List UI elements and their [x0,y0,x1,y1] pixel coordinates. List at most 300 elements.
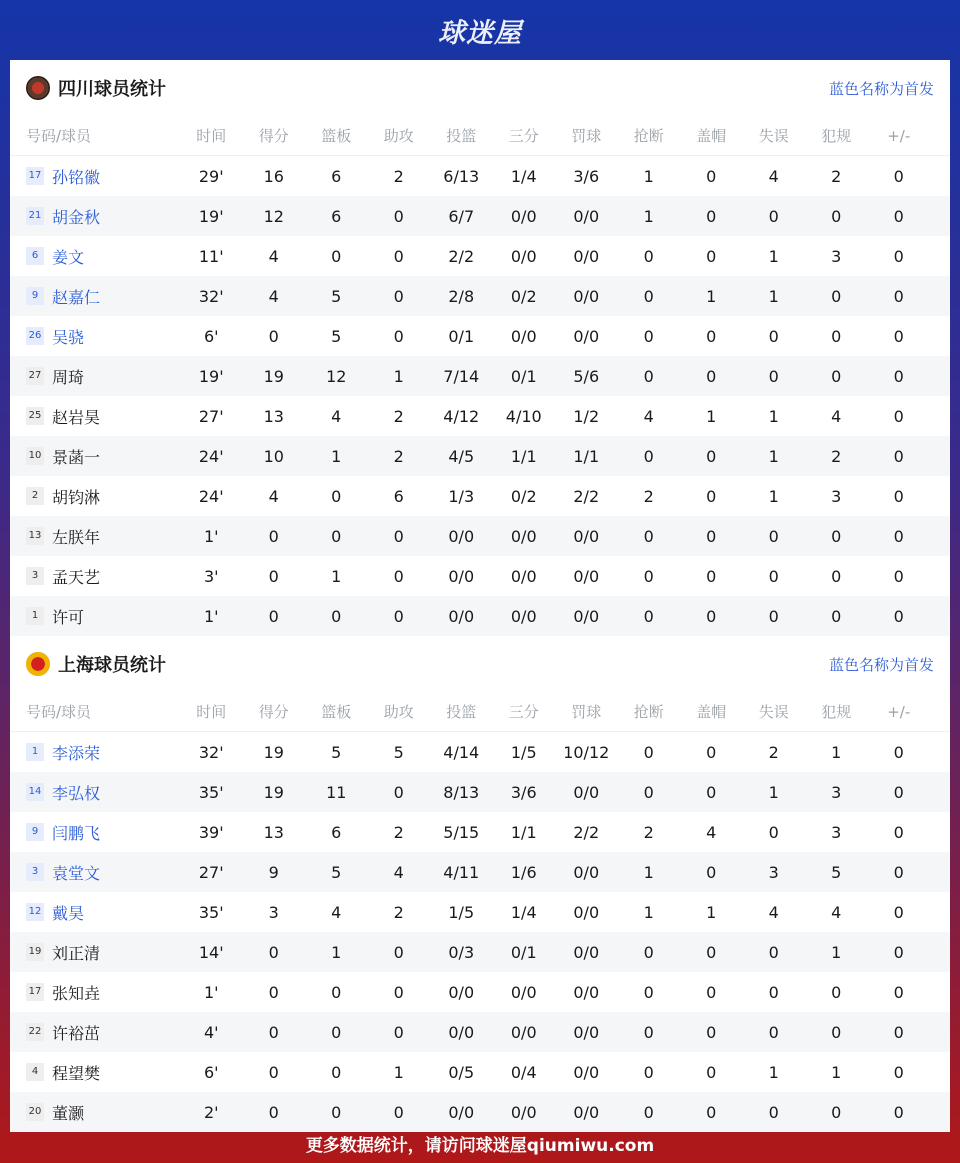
jersey-number: 2 [26,487,44,505]
jersey-number: 10 [26,447,44,465]
team-section-shanghai [10,636,950,1132]
stat-cell: 4/10 [505,406,542,426]
player-cell [10,245,180,268]
column-header: 篮板 [321,703,352,721]
stat-cell: 6/13 [443,166,480,186]
stat-cell: 2 [768,742,779,762]
stat-cell: 0 [393,206,404,226]
stat-cell: 2 [393,822,404,842]
stat-cell: 1/2 [573,406,600,426]
stat-cell: 0 [893,366,904,386]
stat-cell: 0 [831,326,842,346]
stat-cell: 2 [393,166,404,186]
stat-cell: 3' [203,566,219,586]
stat-cell: 7/14 [443,366,480,386]
stat-cell: 11' [198,246,224,266]
stat-cell: 5 [331,286,342,306]
top-bar [0,0,960,60]
stat-cell: 3/6 [510,782,537,802]
player-cell [10,861,180,884]
stat-cell: 0/0 [573,942,600,962]
player-name[interactable]: 袁堂文 [52,863,101,883]
player-cell [10,1101,180,1124]
stat-cell: 24' [198,486,224,506]
stat-cell: 0 [893,566,904,586]
jersey-number: 6 [26,247,44,265]
jersey-number: 4 [26,1063,44,1081]
stat-cell: 2 [643,822,654,842]
player-name[interactable]: 李弘权 [52,783,101,803]
stat-cell: 3 [768,862,779,882]
player-cell [10,781,180,804]
stat-cell: 0/0 [510,982,537,1002]
stat-cell: 0/1 [510,942,537,962]
stat-cell: 3 [268,902,279,922]
stat-cell: 0 [893,406,904,426]
jersey-number: 1 [26,607,44,625]
player-row [10,436,950,476]
stat-cell: 0 [706,1022,717,1042]
stat-cell: 1 [393,1062,404,1082]
player-row [10,516,950,556]
stat-cell: 0 [393,1022,404,1042]
stat-cell: 2 [831,446,842,466]
stat-cell: 19' [198,366,224,386]
stat-cell: 5/15 [443,822,480,842]
player-name[interactable]: 闫鹏飞 [52,823,101,843]
player-cell [10,285,180,308]
player-row [10,1012,950,1052]
player-name[interactable]: 刘正清 [52,943,101,963]
jersey-number: 17 [26,983,44,1001]
stat-cell: 0 [768,326,779,346]
column-header: 三分 [508,703,539,721]
site-logo[interactable]: 球迷屋 [438,17,522,49]
stat-cell: 0 [768,1022,779,1042]
stat-cell: 0 [831,606,842,626]
stat-cell: 24' [198,446,224,466]
column-header: 犯规 [821,127,852,145]
player-row [10,356,950,396]
stat-cell: 4 [268,486,279,506]
player-cell [10,941,180,964]
stat-cell: 1/5 [448,902,475,922]
player-cell [10,901,180,924]
stat-cell: 0 [768,942,779,962]
stat-cell: 0 [706,982,717,1002]
stat-cell: 0 [893,486,904,506]
stat-cell: 3 [831,782,842,802]
stat-cell: 1 [768,1062,779,1082]
stat-cell: 0/0 [573,862,600,882]
stat-cell: 10 [263,446,284,466]
stat-cell: 1/3 [448,486,475,506]
stat-cell: 1 [331,446,342,466]
stat-cell: 0 [893,1062,904,1082]
column-header: 投篮 [446,703,477,721]
jersey-number: 3 [26,567,44,585]
stat-cell: 0/0 [573,1102,600,1122]
stat-cell: 0 [831,982,842,1002]
team-title [26,75,166,101]
jersey-number: 21 [26,207,44,225]
stat-cell: 0 [706,526,717,546]
column-header: 得分 [258,703,289,721]
stat-cell: 0 [643,246,654,266]
stat-cell: 1/1 [573,446,600,466]
starter-legend: 蓝色名称为首发 [828,655,934,674]
stat-cell: 0/0 [448,526,475,546]
stat-cell: 1 [643,166,654,186]
stat-cell: 2 [643,486,654,506]
player-cell [10,485,180,508]
stat-cell: 0/0 [573,206,600,226]
column-header: 号码/球员 [26,703,92,721]
stat-cell: 0 [393,782,404,802]
stat-cell: 0 [331,982,342,1002]
stat-cell: 0 [706,742,717,762]
stat-cell: 0/0 [510,526,537,546]
stat-cell: 0 [268,982,279,1002]
jersey-number: 20 [26,1103,44,1121]
stat-cell: 12 [326,366,347,386]
stat-cell: 19 [263,782,284,802]
stat-cell: 0 [831,566,842,586]
stat-cell: 0 [393,526,404,546]
player-name[interactable]: 姜文 [52,247,85,267]
stat-cell: 1/1 [510,822,537,842]
player-name[interactable]: 董灏 [52,1103,85,1123]
stat-cell: 4 [331,902,342,922]
stat-cell: 0 [393,982,404,1002]
stat-cell: 0/0 [573,326,600,346]
stat-cell: 1 [768,246,779,266]
stat-cell: 1 [768,486,779,506]
stat-cell: 0 [393,246,404,266]
stat-cell: 8/13 [443,782,480,802]
stat-cell: 2 [393,406,404,426]
stat-cell: 0 [331,1062,342,1082]
stat-cell: 0 [331,526,342,546]
stat-cell: 4 [393,862,404,882]
stat-cell: 0 [643,942,654,962]
team-logo-icon [26,652,50,676]
stat-cell: 0 [893,446,904,466]
stat-cell: 0/0 [573,246,600,266]
stat-cell: 1/1 [510,446,537,466]
stat-cell: 5 [831,862,842,882]
player-name[interactable]: 赵岩昊 [52,407,101,427]
team-section-sichuan [10,60,950,636]
player-row [10,1052,950,1092]
table-header-row [10,692,950,732]
player-name[interactable]: 张知垚 [52,983,101,1003]
stat-cell: 0 [393,1102,404,1122]
stat-cell: 0 [331,1022,342,1042]
stat-cell: 27' [198,862,224,882]
stat-cell: 0/5 [448,1062,475,1082]
jersey-number: 27 [26,367,44,385]
stat-cell: 5 [393,742,404,762]
stat-cell: 1 [393,366,404,386]
stat-cell: 2/2 [573,822,600,842]
stat-cell: 0 [331,486,342,506]
column-header: 抢断 [633,703,664,721]
stat-cell: 0 [643,366,654,386]
stat-cell: 1 [706,406,717,426]
jersey-number: 22 [26,1023,44,1041]
footer-banner [0,1123,960,1163]
stat-cell: 0 [768,206,779,226]
player-row [10,852,950,892]
stat-cell: 1' [203,982,219,1002]
stat-cell: 0 [268,1062,279,1082]
stat-cell: 9 [268,862,279,882]
stat-cell: 5 [331,862,342,882]
stat-cell: 1/6 [510,862,537,882]
section-header [10,60,950,116]
stat-cell: 0 [831,1022,842,1042]
stat-cell: 0/0 [573,526,600,546]
stat-cell: 0 [268,606,279,626]
stat-cell: 2 [831,166,842,186]
stat-cell: 0 [893,742,904,762]
stat-cell: 0/0 [510,1022,537,1042]
player-row [10,972,950,1012]
stat-cell: 19 [263,742,284,762]
stat-cell: 4/14 [443,742,480,762]
stat-cell: 0 [706,1062,717,1082]
stat-cell: 0 [893,902,904,922]
player-name[interactable]: 许裕茁 [52,1023,101,1043]
stat-cell: 1 [706,286,717,306]
team-title [26,651,166,677]
player-cell [10,325,180,348]
stat-cell: 0 [768,1102,779,1122]
player-name[interactable]: 左朕年 [52,527,101,547]
player-row [10,396,950,436]
jersey-number: 17 [26,167,44,185]
stat-cell: 5 [331,326,342,346]
stat-cell: 6 [331,206,342,226]
stat-cell: 16 [263,166,284,186]
stat-cell: 3 [831,246,842,266]
stat-cell: 1 [768,446,779,466]
stat-cell: 6 [393,486,404,506]
player-row [10,156,950,196]
stat-cell: 2' [203,1102,219,1122]
stat-cell: 0 [268,526,279,546]
stat-cell: 0 [706,486,717,506]
footer-link-text[interactable]: 更多数据统计，请访问球迷屋qiumiwu.com [305,1135,655,1156]
player-row [10,276,950,316]
stat-cell: 0 [768,526,779,546]
stat-cell: 1 [706,902,717,922]
stat-cell: 0 [893,982,904,1002]
player-cell [10,405,180,428]
player-row [10,476,950,516]
player-cell [10,1061,180,1084]
column-header: +/- [887,126,911,145]
stat-cell: 0 [706,1102,717,1122]
stat-cell: 0 [643,526,654,546]
stat-cell: 1' [203,526,219,546]
stat-cell: 0/0 [510,246,537,266]
stat-cell: 0 [831,1102,842,1122]
stat-cell: 0/1 [510,366,537,386]
player-name[interactable]: 胡钧淋 [52,487,101,507]
stat-cell: 0/0 [448,566,475,586]
stat-cell: 0/4 [510,1062,537,1082]
table-header-row [10,116,950,156]
player-name[interactable]: 许可 [52,607,85,627]
stat-cell: 4/11 [443,862,480,882]
stat-cell: 0 [643,286,654,306]
stat-cell: 0 [643,1062,654,1082]
column-header: 助攻 [383,127,414,145]
stat-cell: 1/4 [510,166,537,186]
stat-cell: 4' [203,1022,219,1042]
player-name[interactable]: 孙铭徽 [52,167,101,187]
stat-cell: 1 [831,942,842,962]
stat-cell: 0 [268,566,279,586]
stat-cell: 2 [393,446,404,466]
stat-cell: 0 [768,982,779,1002]
player-name[interactable]: 李添荣 [52,743,101,763]
stat-cell: 0 [706,366,717,386]
stat-cell: 0 [393,326,404,346]
stat-cell: 5/6 [573,366,600,386]
column-header: 时间 [196,127,227,145]
stat-cell: 0 [643,326,654,346]
stat-cell: 0 [893,862,904,882]
player-row [10,732,950,772]
stat-cell: 6/7 [448,206,475,226]
stat-cell: 2 [393,902,404,922]
player-row [10,236,950,276]
stat-cell: 0 [393,606,404,626]
stat-cell: 0 [331,1102,342,1122]
player-name[interactable]: 孟天艺 [52,567,101,587]
stat-cell: 1/5 [510,742,537,762]
team-title-text: 四川球员统计 [58,79,166,100]
stat-cell: 0 [893,526,904,546]
stat-cell: 4/5 [448,446,475,466]
stat-cell: 1 [831,742,842,762]
stat-cell: 0/2 [510,486,537,506]
stat-cell: 4 [706,822,717,842]
stat-cell: 4 [768,166,779,186]
player-name[interactable]: 戴昊 [52,903,85,923]
player-cell [10,981,180,1004]
player-row [10,812,950,852]
player-cell [10,165,180,188]
player-row [10,892,950,932]
stat-cell: 11 [326,782,347,802]
column-header: 盖帽 [696,703,727,721]
stat-cell: 0 [331,606,342,626]
stat-cell: 1 [768,782,779,802]
stat-cell: 0 [893,246,904,266]
stat-cell: 32' [198,286,224,306]
stat-cell: 10/12 [563,742,610,762]
stat-cell: 6 [331,822,342,842]
stat-cell: 35' [198,902,224,922]
stat-cell: 6' [203,326,219,346]
stat-cell: 0/0 [448,606,475,626]
player-name[interactable]: 周琦 [52,367,85,387]
stat-cell: 0 [706,782,717,802]
stat-cell: 0 [893,942,904,962]
player-row [10,772,950,812]
stat-cell: 0 [706,166,717,186]
column-header: 犯规 [821,703,852,721]
stat-cell: 0/0 [573,782,600,802]
stat-cell: 0 [706,942,717,962]
player-cell [10,205,180,228]
stat-cell: 4 [268,246,279,266]
stat-cell: 4/12 [443,406,480,426]
player-cell [10,821,180,844]
stat-cell: 2/2 [448,246,475,266]
stat-cell: 1/4 [510,902,537,922]
player-name[interactable]: 胡金秋 [52,207,101,227]
stat-cell: 1 [331,566,342,586]
player-cell [10,525,180,548]
column-header: 罚球 [571,703,602,721]
stat-cell: 0/0 [573,566,600,586]
stat-cell: 4 [831,406,842,426]
stat-cell: 1 [831,1062,842,1082]
jersey-number: 3 [26,863,44,881]
stat-cell: 4 [643,406,654,426]
column-header: 盖帽 [696,127,727,145]
player-name[interactable]: 程望樊 [52,1063,101,1083]
stat-cell: 0/0 [573,902,600,922]
jersey-number: 13 [26,527,44,545]
column-header: 失误 [758,703,789,721]
column-header: 得分 [258,127,289,145]
stat-cell: 0 [768,366,779,386]
player-name[interactable]: 景菡一 [52,447,101,467]
stat-cell: 6' [203,1062,219,1082]
player-name[interactable]: 赵嘉仁 [52,287,101,307]
column-header: 时间 [196,703,227,721]
stat-cell: 4 [331,406,342,426]
stat-cell: 0/0 [573,1062,600,1082]
stat-cell: 6 [331,166,342,186]
stat-cell: 32' [198,742,224,762]
stat-cell: 0 [643,982,654,1002]
stat-cell: 0/0 [448,982,475,1002]
player-row [10,596,950,636]
stat-cell: 0 [643,446,654,466]
player-name[interactable]: 吴骁 [52,327,85,347]
column-header: 篮板 [321,127,352,145]
stat-cell: 0/0 [448,1022,475,1042]
column-header: 失误 [758,127,789,145]
stat-cell: 4 [768,902,779,922]
stat-cell: 0 [706,326,717,346]
stat-cell: 0 [331,246,342,266]
stat-cell: 12 [263,206,284,226]
jersey-number: 26 [26,327,44,345]
stat-cell: 0/0 [573,606,600,626]
column-header: 罚球 [571,127,602,145]
stat-cell: 2/8 [448,286,475,306]
stat-cell: 0 [643,606,654,626]
stat-cell: 29' [198,166,224,186]
